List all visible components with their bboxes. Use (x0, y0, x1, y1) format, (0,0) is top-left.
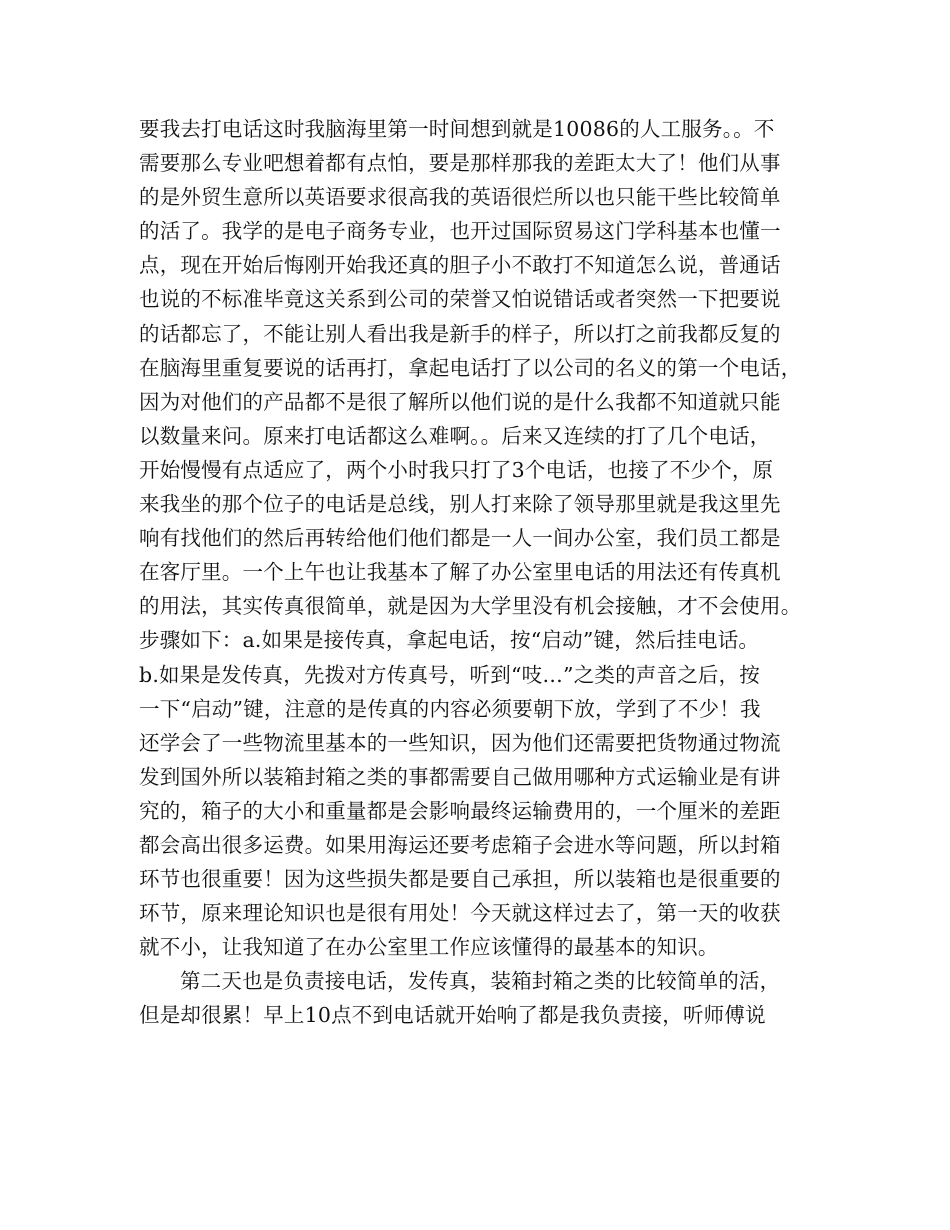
text-line: 都会高出很多运费。如果用海运还要考虑箱子会进水等问题，所以封箱 (139, 832, 781, 857)
text-line: 开始慢慢有点适应了，两个小时我只打了3个电话，也接了不少个，原 (139, 457, 774, 482)
text-line: 还学会了一些物流里基本的一些知识，因为他们还需要把货物通过物流 (139, 730, 781, 755)
text-line: 因为对他们的产品都不是很了解所以他们说的是什么我都不知道就只能 (139, 389, 781, 414)
text-line: 的是外贸生意所以英语要求很高我的英语很烂所以也只能干些比较简单 (139, 185, 781, 210)
text-line: 需要那么专业吧想着都有点怕，要是那样那我的差距太大了！他们从事 (139, 151, 781, 176)
text-line: 要我去打电话这时我脑海里第一时间想到就是10086的人工服务。。不 (139, 117, 775, 141)
text-line: 的活了。我学的是电子商务专业，也开过国际贸易这门学科基本也懂一 (139, 219, 781, 244)
text-line: 发到国外所以装箱封箱之类的事都需要自己做用哪种方式运输业是有讲 (139, 764, 781, 789)
text-line: 在脑海里重复要说的话再打，拿起电话打了以公司的名义的第一个电话， (139, 355, 802, 380)
text-line: 以数量来问。原来打电话都这么难啊。。后来又连续的打了几个电话， (139, 423, 771, 448)
text-line: 也说的不标准毕竟这关系到公司的荣誉又怕说错话或者突然一下把要说 (139, 287, 781, 312)
text-line: 的话都忘了，不能让别人看出我是新手的样子，所以打之前我都反复的 (139, 321, 781, 346)
text-line: 来我坐的那个位子的电话是总线，别人打来除了领导那里就是我这里先 (139, 492, 781, 517)
text-line: b.如果是发传真，先拨对方传真号，听到“吱…”之类的声音之后，按 (139, 662, 760, 687)
text-line: 的用法，其实传真很简单，就是因为大学里没有机会接触，才不会使用。 (139, 594, 802, 619)
text-line: 一下“启动”键，注意的是传真的内容必须要朝下放，学到了不少！我 (139, 696, 761, 721)
text-line: 但是却很累！早上10点不到电话就开始响了都是我负责接，听师傅说 (139, 1003, 766, 1028)
body-text (139, 112, 829, 1033)
paragraph-first-line: 第二天也是负责接电话，发传真，装箱封箱之类的比较简单的活， (180, 969, 781, 994)
text-line: 响有找他们的然后再转给他们他们都是一人一间办公室，我们员工都是 (139, 526, 781, 551)
text-line: 在客厅里。一个上午也让我基本了解了办公室里电话的用法还有传真机 (139, 560, 781, 585)
text-line: 点，现在开始后悔刚开始我还真的胆子小不敢打不知道怎么说，普通话 (139, 253, 781, 278)
text-line: 环节也很重要！因为这些损失都是要自己承担，所以装箱也是很重要的 (139, 867, 781, 892)
text-line: 究的，箱子的大小和重量都是会影响最终运输费用的，一个厘米的差距 (139, 798, 781, 823)
text-line: 环节，原来理论知识也是很有用处！今天就这样过去了，第一天的收获 (139, 901, 781, 926)
text-line: 步骤如下：a.如果是接传真，拿起电话，按“启动”键，然后挂电话。 (139, 628, 760, 653)
text-line: 就不小，让我知道了在办公室里工作应该懂得的最基本的知识。 (139, 935, 719, 960)
